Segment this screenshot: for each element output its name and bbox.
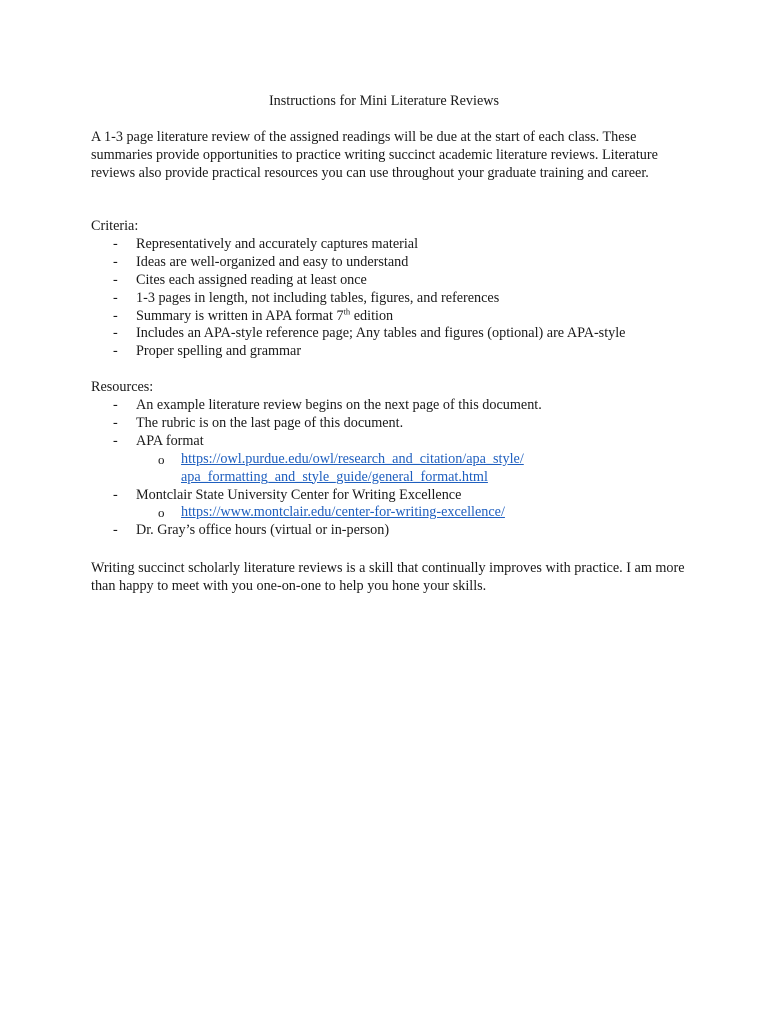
- sub-resource-item: [91, 451, 542, 487]
- criteria-item: [91, 343, 625, 361]
- apa-sublist: [91, 451, 542, 487]
- sub-bullet-circle: o: [158, 505, 165, 521]
- criteria-item-text: Representatively and accurately captures material: [136, 236, 419, 252]
- criteria-item: [91, 236, 625, 254]
- criteria-heading: Criteria:: [91, 218, 139, 234]
- apa-owl-link-line2: apa_formatting_and_style_guide/general_format.html: [181, 468, 488, 485]
- apa-owl-link[interactable]: [181, 451, 524, 485]
- criteria-apa-superscript: th: [343, 305, 351, 316]
- montclair-link[interactable]: https://www.montclair.edu/center-for-writing-excellence/: [181, 504, 505, 521]
- bullet-dash: -: [113, 486, 118, 503]
- bullet-dash: -: [113, 325, 118, 342]
- criteria-apa-prefix: Summary is written in APA format 7: [136, 307, 344, 324]
- criteria-item-text: Ideas are well-organized and easy to understand: [136, 253, 409, 270]
- criteria-item-text: 1-3 pages in length, not including tables, figures, and references: [136, 289, 500, 306]
- bullet-dash: -: [113, 522, 118, 539]
- resources-list: [91, 397, 542, 540]
- bullet-dash: -: [113, 432, 118, 449]
- bullet-dash: -: [113, 253, 118, 270]
- criteria-item: [91, 254, 625, 272]
- criteria-item: [91, 325, 625, 343]
- resource-sublist-container: [91, 504, 542, 522]
- bullet-dash: -: [113, 271, 118, 288]
- bullet-dash: -: [113, 397, 118, 413]
- resource-example-text: An example literature review begins on the next page of this document.: [136, 397, 542, 413]
- resource-office-hours-text: Dr. Gray’s office hours (virtual or in-person): [136, 522, 390, 539]
- resource-item: [91, 487, 542, 505]
- apa-owl-link-line1: https://owl.purdue.edu/owl/research_and_citation/apa_style/: [181, 450, 524, 467]
- resource-item: [91, 433, 542, 451]
- document-title: Instructions for Mini Literature Reviews: [268, 93, 500, 109]
- resource-apa-format-text: APA format: [136, 432, 204, 449]
- sub-bullet-circle: o: [158, 451, 165, 467]
- criteria-item-text: Includes an APA-style reference page; Any tables and figures (optional) are APA-style: [136, 325, 626, 342]
- resource-item: [91, 397, 542, 415]
- sub-resource-item: [91, 504, 542, 522]
- resource-sublist-container: [91, 451, 542, 487]
- criteria-list: [91, 236, 625, 361]
- bullet-dash: -: [113, 343, 118, 360]
- criteria-item: [91, 272, 625, 290]
- criteria-item-text: Proper spelling and grammar: [136, 343, 302, 360]
- closing-paragraph: Writing succinct scholarly literature reviews is a skill that continually improves with practice. I am more than happy to meet with you one-on-one to help you hone your skills.: [91, 560, 685, 594]
- resource-item: [91, 522, 542, 540]
- criteria-apa-suffix: edition: [350, 307, 394, 324]
- bullet-dash: -: [113, 289, 118, 306]
- criteria-item-text: Cites each assigned reading at least once: [136, 271, 367, 288]
- criteria-item-apa: [91, 305, 625, 326]
- bullet-dash: -: [113, 236, 118, 252]
- resource-item: [91, 415, 542, 433]
- bullet-dash: -: [113, 414, 118, 431]
- resource-rubric-text: The rubric is on the last page of this document.: [136, 414, 404, 431]
- resources-heading: Resources:: [91, 379, 154, 395]
- intro-paragraph: A 1-3 page literature review of the assigned readings will be due at the start of each class. These summaries provide opportunities to practice writing succinct academic literature reviews. Literature reviews also provide practical resources you can use throughout your graduate training and career.: [91, 129, 658, 181]
- criteria-item: [91, 290, 625, 308]
- bullet-dash: -: [113, 307, 118, 324]
- resource-montclair-text: Montclair State University Center for Writing Excellence: [136, 486, 462, 503]
- montclair-sublist: [91, 504, 542, 522]
